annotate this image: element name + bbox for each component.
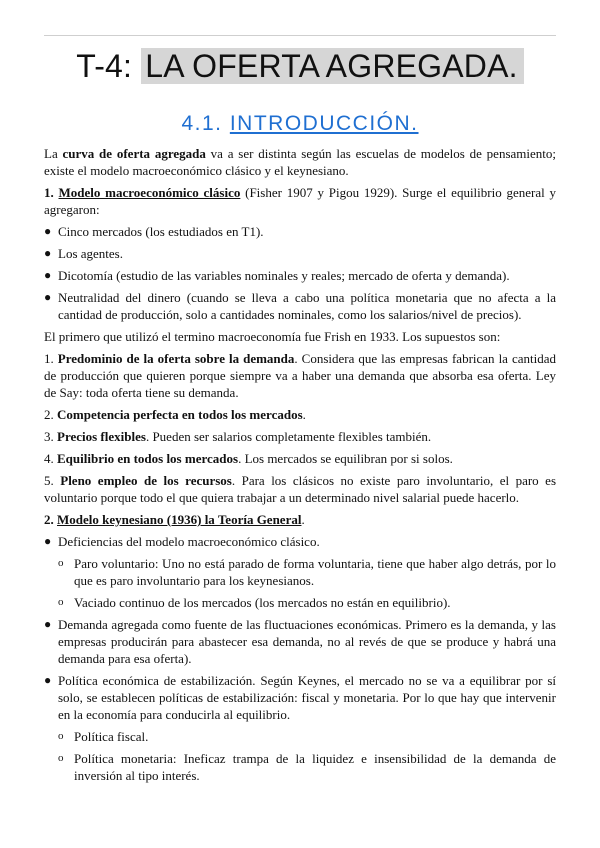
sub-bullet-icon: o <box>58 557 64 569</box>
bullet-icon: ● <box>44 268 52 282</box>
list-item: ● Los agentes. <box>44 246 123 261</box>
deficiencias-sub-list <box>44 555 556 611</box>
list-item: ● Demanda agregada como fuente de las fluctuaciones económicas. Primero es la demanda, y las empresas producirán para abastecer esa demanda, no al revés de que se produce y habrá una demanda para esa oferta). <box>44 617 556 666</box>
page-title <box>0 44 600 88</box>
keynesiano-bullet-list <box>44 533 556 550</box>
clasico-bullet-list <box>44 223 556 323</box>
list-item: ● Cinco mercados (los estudiados en T1). <box>44 224 264 239</box>
supuesto-item: 4. Equilibrio en todos los mercados. Los mercados se equilibran por si solos. <box>44 451 453 466</box>
section-label: INTRODUCCIÓN. <box>229 112 419 135</box>
keynesiano-bullet-list-2 <box>44 616 556 723</box>
list-item: o Paro voluntario: Uno no está parado de forma voluntaria, tiene que haber algo detrás, por lo que es paro involuntario para los keynesianos. <box>58 556 556 588</box>
header-rule <box>44 35 556 36</box>
list-item: o Política monetaria: Ineficaz trampa de la liquidez e insensibilidad de la demanda de inversión al tipo interés. <box>58 751 556 783</box>
supuestos-intro: El primero que utilizó el termino macroeconomía fue Frish en 1933. Los supuestos son: <box>44 329 501 344</box>
politica-sub-list <box>44 728 556 784</box>
keynesiano-heading-paragraph: 2. Modelo keynesiano (1936) la Teoría General. <box>44 512 305 527</box>
list-item: o Política fiscal. <box>58 729 149 744</box>
keynesiano-heading: Modelo keynesiano (1936) la Teoría General <box>57 512 302 527</box>
list-item: ● Neutralidad del dinero (cuando se lleva a cabo una política monetaria que no afecta a la cantidad de producción, solo a cantidades nominales, como los salarios/nivel de precios). <box>44 290 556 322</box>
section-number: 4.1. <box>181 112 230 135</box>
list-item: o Vaciado continuo de los mercados (los mercados no están en equilibrio). <box>58 595 451 610</box>
list-item: ● Dicotomía (estudio de las variables nominales y reales; mercado de oferta y demanda). <box>44 268 510 283</box>
title-prefix: T-4: <box>76 48 142 84</box>
section-heading <box>0 110 600 138</box>
bullet-icon: ● <box>44 673 52 687</box>
sub-bullet-icon: o <box>58 752 64 764</box>
bullet-icon: ● <box>44 534 52 548</box>
supuesto-item: 1. Predominio de la oferta sobre la demanda. Considera que las empresas fabrican la cantidad de producción que quieren porque siempre va a haber una demanda que absorba esa oferta. Ley de Say: toda oferta tiene su demanda. <box>44 351 556 400</box>
supuesto-item: 3. Precios flexibles. Pueden ser salarios completamente flexibles también. <box>44 429 432 444</box>
list-item: ● Política económica de estabilización. Según Keynes, el mercado no se va a equilibrar por sí solo, se establecen políticas de estabilización: fiscal y monetaria. Por lo que hay que intervenir en la economía para conducirla al equilibrio. <box>44 673 556 722</box>
bullet-icon: ● <box>44 246 52 260</box>
clasico-heading: Modelo macroeconómico clásico <box>58 185 241 200</box>
intro-term: curva de oferta agregada <box>62 146 206 161</box>
title-highlighted: LA OFERTA AGREGADA. <box>141 48 524 84</box>
bullet-icon: ● <box>44 290 52 304</box>
list-item: ● Deficiencias del modelo macroeconómico clásico. <box>44 534 320 549</box>
sub-bullet-icon: o <box>58 596 64 608</box>
bullet-icon: ● <box>44 617 52 631</box>
supuesto-item: 5. Pleno empleo de los recursos. Para los clásicos no existe paro involuntario, el paro es voluntario porque todo el que quiera trabajar a un determinado nivel salarial puede hacerlo. <box>44 473 556 505</box>
document-body <box>44 145 556 789</box>
bullet-icon: ● <box>44 224 52 238</box>
intro-paragraph: La curva de oferta agregada va a ser distinta según las escuelas de modelos de pensamiento; existe el modelo macroeconómico clásico y el keynesiano. <box>44 146 556 178</box>
sub-bullet-icon: o <box>58 730 64 742</box>
clasico-heading-paragraph: 1. Modelo macroeconómico clásico (Fisher 1907 y Pigou 1929). Surge el equilibrio general y agregaron: <box>44 185 556 217</box>
supuesto-item: 2. Competencia perfecta en todos los mercados. <box>44 407 306 422</box>
